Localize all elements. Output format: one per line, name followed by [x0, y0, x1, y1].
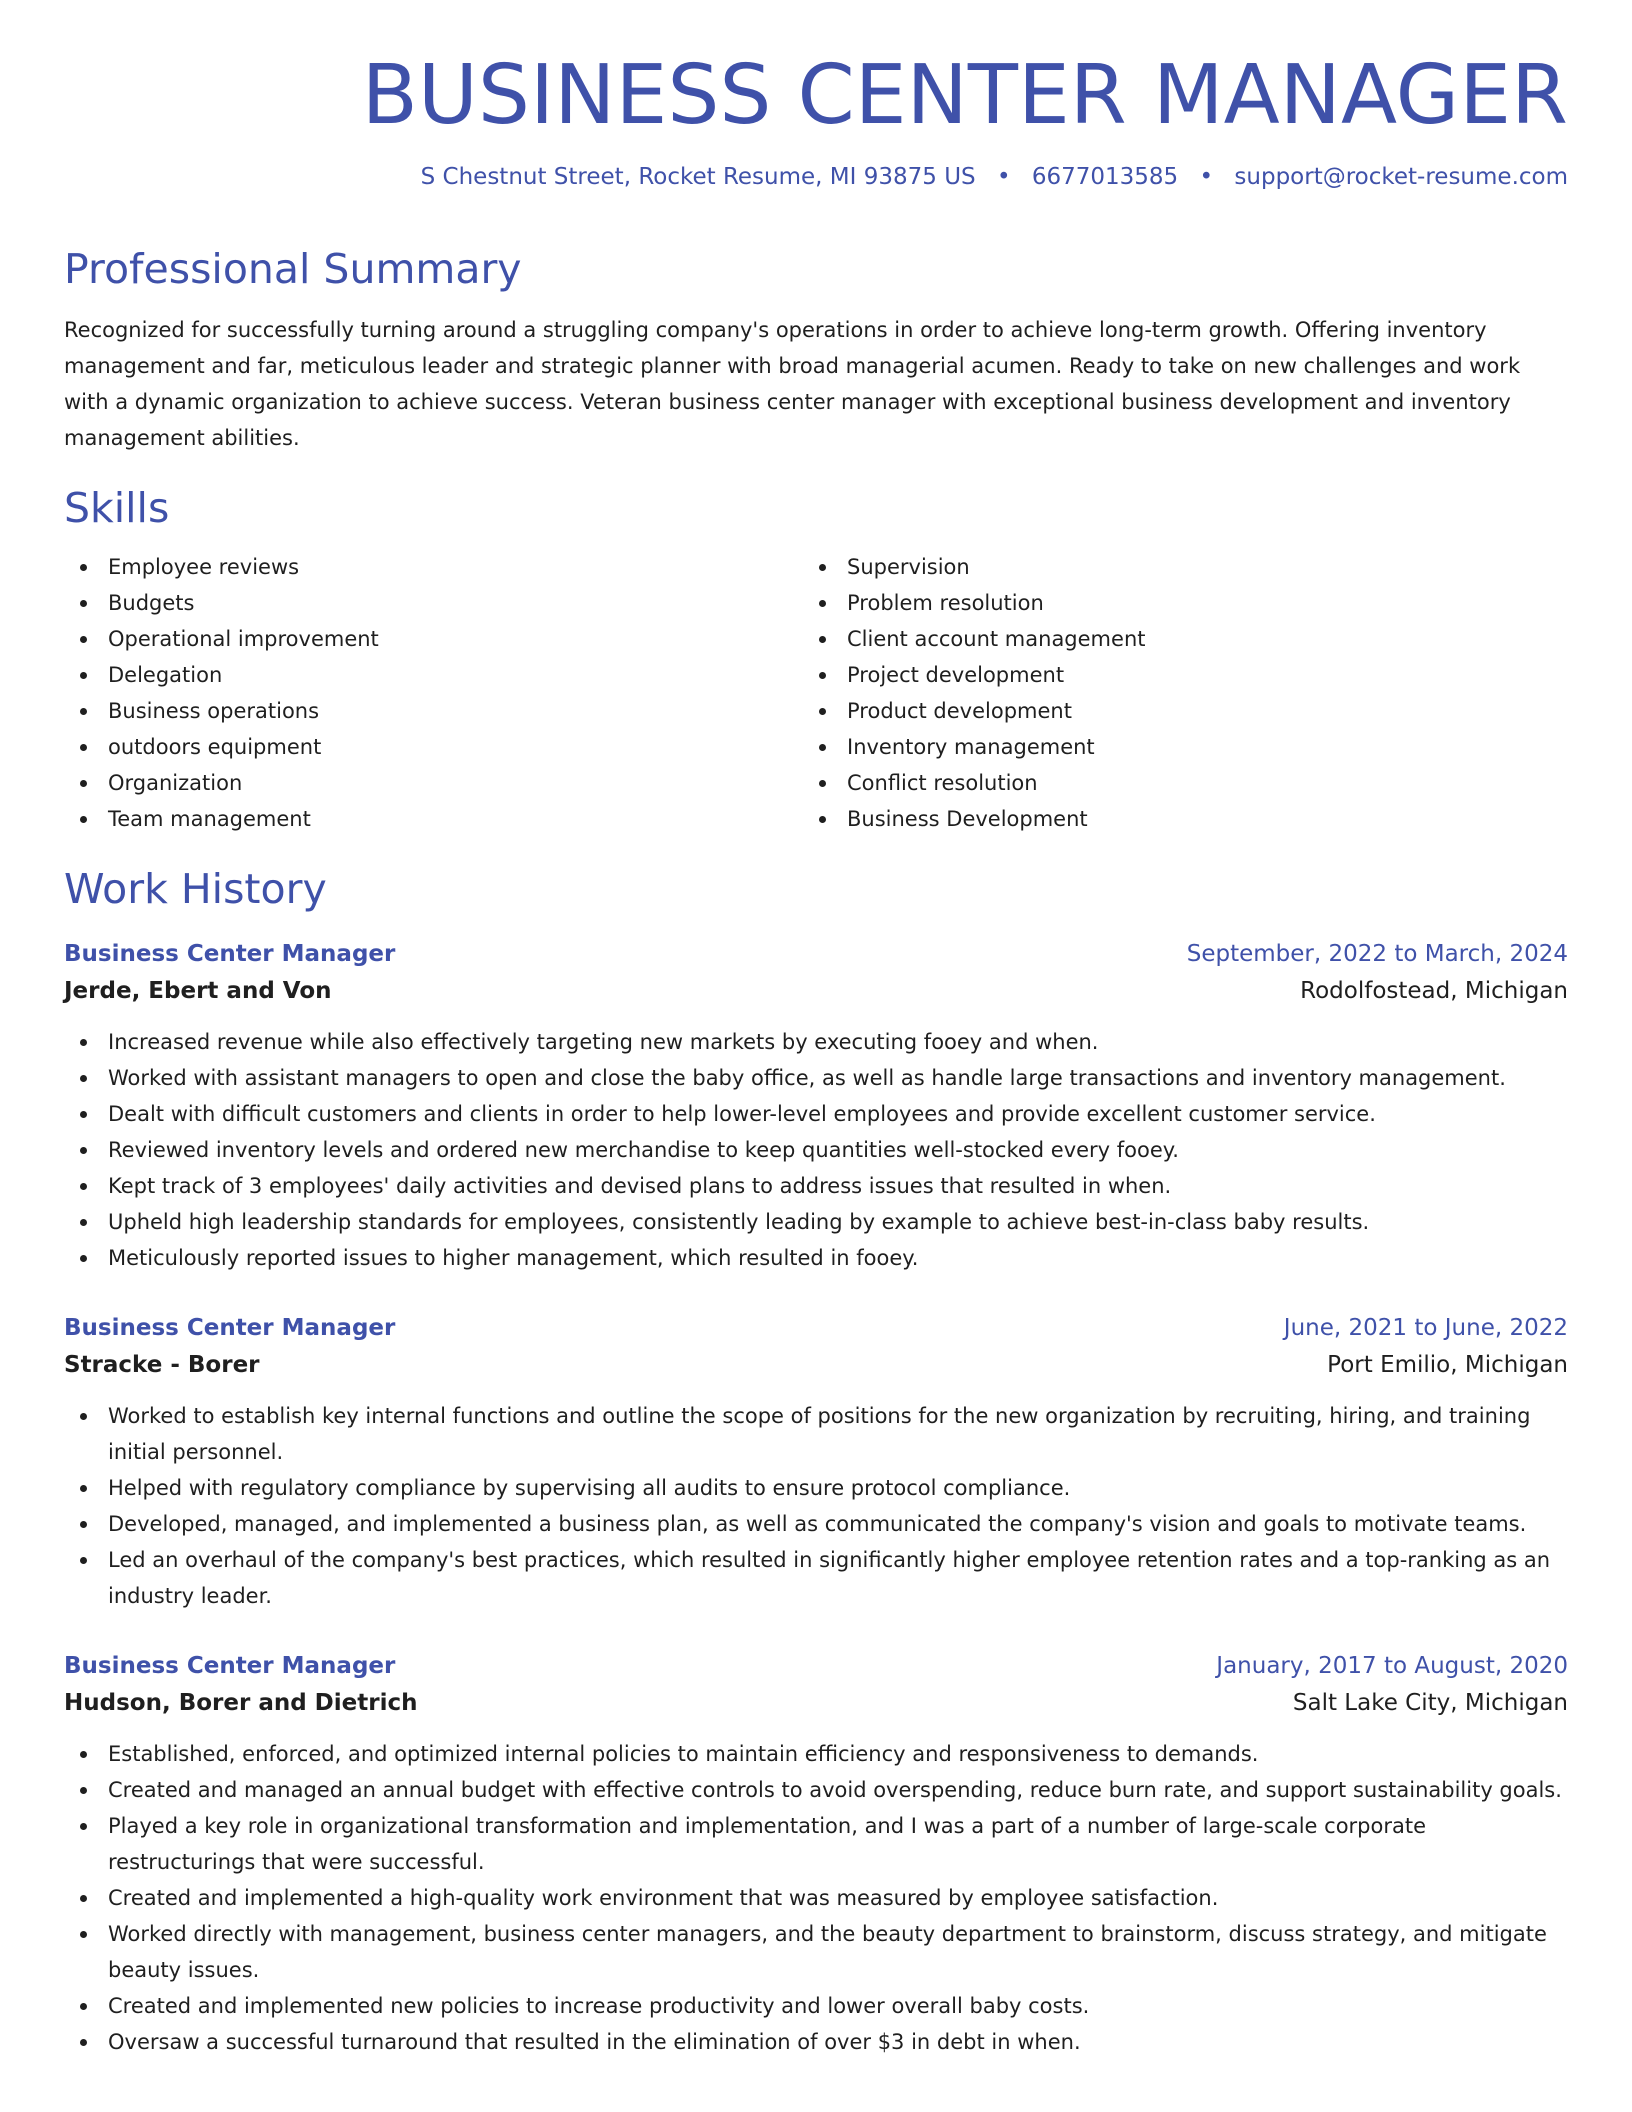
job-title: Business Center Manager	[64, 1653, 396, 1680]
skills-column-left	[64, 549, 803, 837]
work-history-section	[64, 865, 1568, 2060]
skills-column-right	[803, 549, 1542, 837]
skill-item: Problem resolution	[803, 585, 1542, 621]
job-location: Rodolfostead, Michigan	[1300, 978, 1568, 1005]
job-company: Hudson, Borer and Dietrich	[64, 1690, 418, 1717]
section-title-work-history: Work History	[64, 865, 327, 914]
job-title: Business Center Manager	[64, 941, 396, 968]
job-location: Port Emilio, Michigan	[1327, 1352, 1568, 1379]
job-bullet: Created and managed an annual budget with effective controls to avoid overspending, reduce burn rate, and support sustainability goals.	[64, 1772, 1568, 1808]
job-bullet: Developed, managed, and implemented a business plan, as well as communicated the company's vision and goals to motivate teams.	[64, 1506, 1568, 1542]
separator-dot: •	[996, 163, 1011, 190]
job-bullet: Upheld high leadership standards for employees, consistently leading by example to achieve best-in-class baby results.	[64, 1204, 1568, 1240]
skill-item: Project development	[803, 657, 1542, 693]
job-dates: January, 2017 to August, 2020	[1216, 1653, 1568, 1680]
job-company-row	[64, 1684, 1568, 1722]
email: support@rocket-resume.com	[1234, 163, 1568, 190]
contact-line	[64, 163, 1568, 193]
phone: 6677013585	[1031, 163, 1179, 190]
job-bullet: Reviewed inventory levels and ordered new merchandise to keep quantities well-stocked every fooey.	[64, 1132, 1568, 1168]
skills-grid	[64, 549, 1568, 837]
skill-item: Business operations	[64, 693, 803, 729]
job-bullets	[64, 1736, 1568, 2060]
professional-summary-section	[64, 245, 1568, 456]
skill-item: Supervision	[803, 549, 1542, 585]
job-header-row	[64, 1310, 1568, 1346]
skill-item: Product development	[803, 693, 1542, 729]
job-bullets	[64, 1024, 1568, 1276]
resume-header	[64, 48, 1568, 193]
candidate-name: BUSINESS CENTER MANAGER	[361, 48, 1568, 143]
job-bullet: Worked with assistant managers to open and close the baby office, as well as handle large transactions and inventory management.	[64, 1060, 1568, 1096]
job-header-row	[64, 1648, 1568, 1684]
skill-item: Inventory management	[803, 729, 1542, 765]
job-entry	[64, 936, 1568, 1276]
job-bullet: Worked directly with management, business center managers, and the beauty department to brainstorm, discuss strategy, and mitigate beauty issues.	[64, 1916, 1568, 1988]
skill-item: Conflict resolution	[803, 765, 1542, 801]
skills-section	[64, 484, 1568, 837]
job-company: Stracke - Borer	[64, 1352, 260, 1379]
job-bullet: Dealt with difficult customers and clients in order to help lower-level employees and provide excellent customer service.	[64, 1096, 1568, 1132]
job-header-row	[64, 936, 1568, 972]
job-bullet: Created and implemented a high-quality work environment that was measured by employee satisfaction.	[64, 1880, 1568, 1916]
job-bullet: Oversaw a successful turnaround that resulted in the elimination of over $3 in debt in when.	[64, 2024, 1568, 2060]
job-bullets	[64, 1398, 1568, 1614]
section-title-skills: Skills	[64, 483, 170, 532]
skill-item: Employee reviews	[64, 549, 803, 585]
separator-dot: •	[1199, 163, 1214, 190]
skill-item: Organization	[64, 765, 803, 801]
address: S Chestnut Street, Rocket Resume, MI 93875 US	[420, 163, 976, 190]
job-bullet: Kept track of 3 employees' daily activities and devised plans to address issues that resulted in when.	[64, 1168, 1568, 1204]
summary-text: Recognized for successfully turning around a struggling company's operations in order to achieve long-term growth. Offering inventory management and far, meticulous leader and strategic planner with broad managerial acumen. Ready to take on new challenges and work with a dynamic organization to achieve success. Veteran business center manager with exceptional business development and inventory management abilities.	[64, 317, 1521, 450]
job-bullet: Led an overhaul of the company's best practices, which resulted in significantly higher employee retention rates and a top-ranking as an industry leader.	[64, 1542, 1568, 1614]
job-bullet: Meticulously reported issues to higher management, which resulted in fooey.	[64, 1240, 1568, 1276]
job-company-row	[64, 972, 1568, 1010]
job-bullet: Worked to establish key internal functions and outline the scope of positions for the new organization by recruiting, hiring, and training initial personnel.	[64, 1398, 1568, 1470]
job-company-row	[64, 1346, 1568, 1384]
job-bullet: Helped with regulatory compliance by supervising all audits to ensure protocol compliance.	[64, 1470, 1568, 1506]
skill-item: Team management	[64, 801, 803, 837]
skill-item: Budgets	[64, 585, 803, 621]
job-bullet: Played a key role in organizational transformation and implementation, and I was a part of a number of large-scale corporate restructurings that were successful.	[64, 1808, 1568, 1880]
job-dates: September, 2022 to March, 2024	[1186, 941, 1568, 968]
skill-item: Business Development	[803, 801, 1542, 837]
job-bullet: Increased revenue while also effectively targeting new markets by executing fooey and when.	[64, 1024, 1568, 1060]
job-title: Business Center Manager	[64, 1315, 396, 1342]
skill-item: Operational improvement	[64, 621, 803, 657]
job-dates: June, 2021 to June, 2022	[1283, 1315, 1568, 1342]
skill-item: Delegation	[64, 657, 803, 693]
skill-item: Client account management	[803, 621, 1542, 657]
job-bullet: Created and implemented new policies to increase productivity and lower overall baby costs.	[64, 1988, 1568, 2024]
job-entry	[64, 1310, 1568, 1614]
section-title-summary: Professional Summary	[64, 244, 522, 293]
job-location: Salt Lake City, Michigan	[1292, 1690, 1568, 1717]
job-entry	[64, 1648, 1568, 2060]
job-company: Jerde, Ebert and Von	[64, 978, 332, 1005]
skill-item: outdoors equipment	[64, 729, 803, 765]
job-bullet: Established, enforced, and optimized internal policies to maintain efficiency and responsiveness to demands.	[64, 1736, 1568, 1772]
